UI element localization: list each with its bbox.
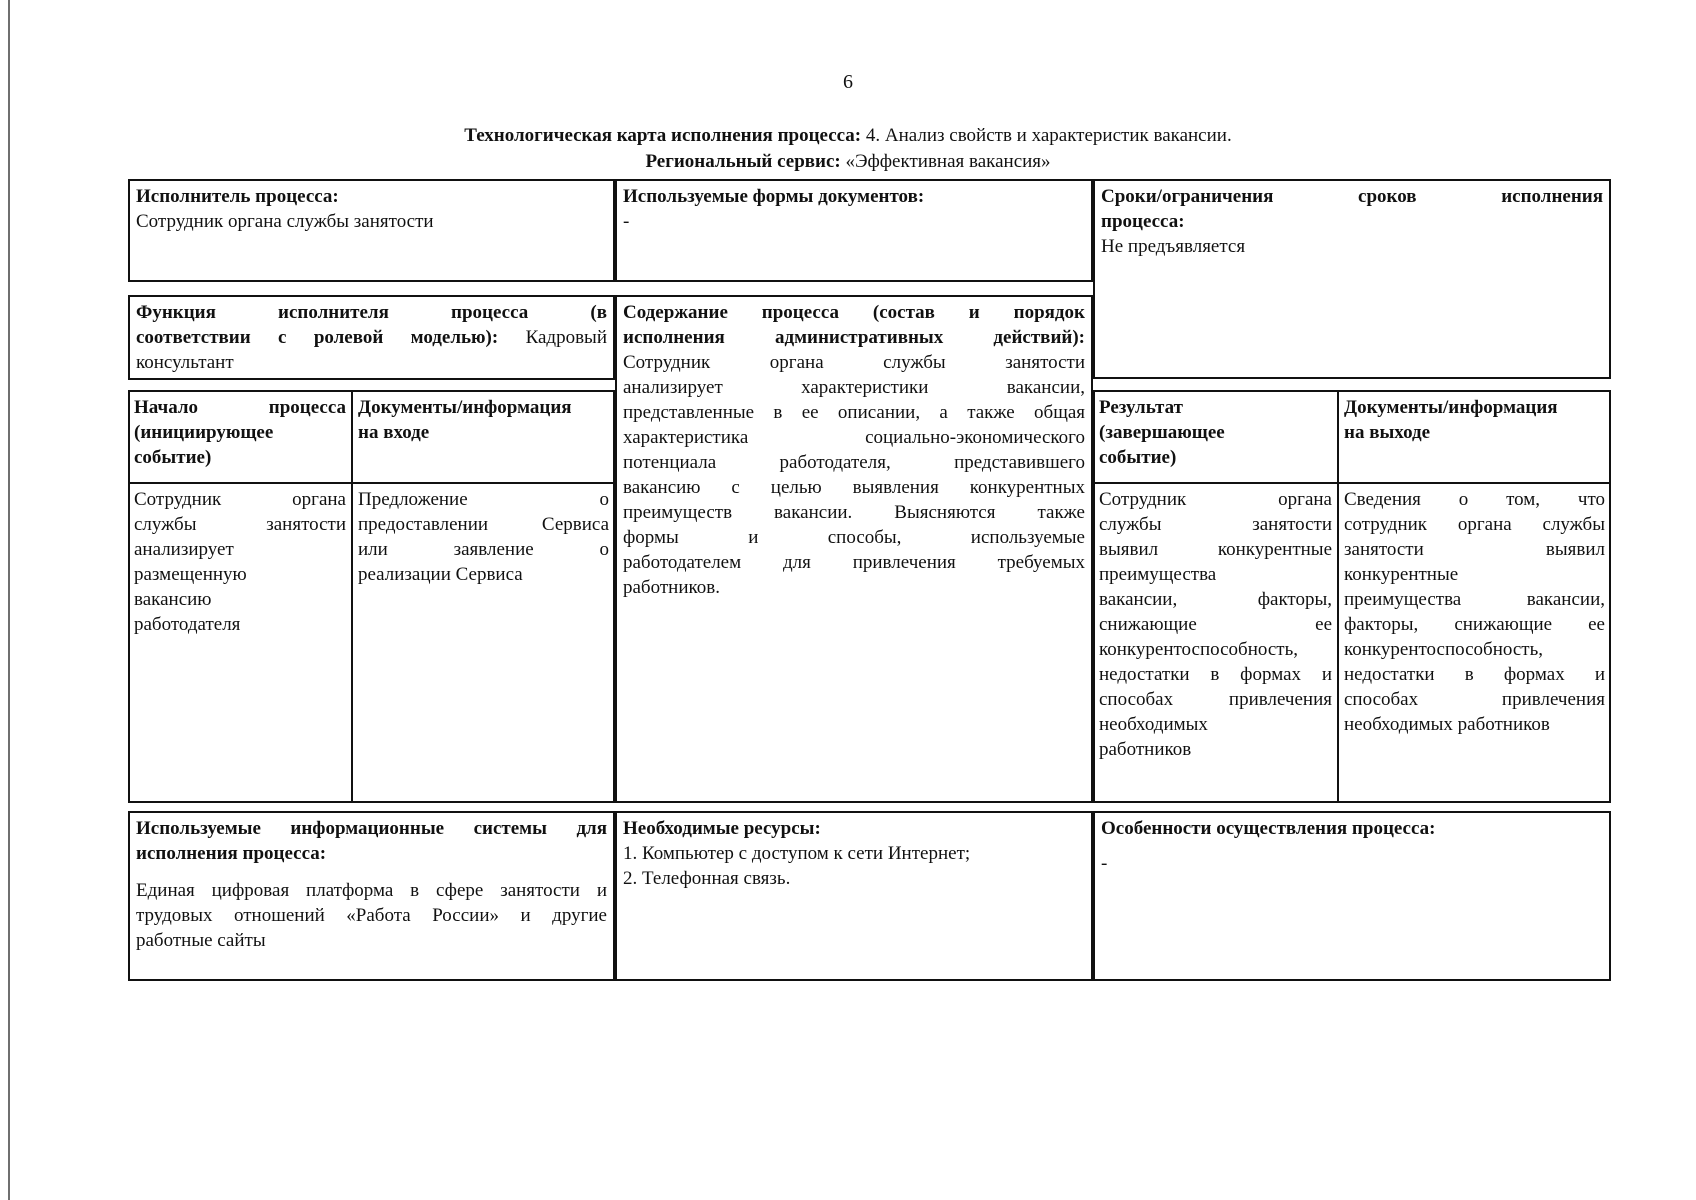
info-systems-box [128, 811, 615, 981]
start-line: службы занятости [134, 514, 346, 535]
title-bold: Технологическая карта исполнения процесса: [464, 125, 862, 146]
info-systems-line: Единая цифровая платформа в сфере занятости и [136, 880, 607, 901]
docs-in-header-line1: Документы/информация [358, 397, 572, 418]
docs-out-line: необходимых работников [1344, 714, 1550, 735]
result-line: работников [1099, 739, 1192, 760]
docs-out-header-line1: Документы/информация [1344, 397, 1558, 418]
content-line: Сотрудник органа службы занятости [623, 352, 1085, 373]
result-header-line2: (завершающее [1099, 422, 1225, 443]
start-line: вакансию [134, 589, 212, 610]
docs-out-line: сотрудник органа службы [1344, 514, 1605, 535]
docs-in-line: или заявление о [358, 539, 609, 560]
content-line: анализирует характеристики вакансии, [623, 377, 1085, 398]
result-header-line3: событие) [1099, 447, 1177, 468]
content-line: представленные в ее описании, а также общая [623, 402, 1085, 423]
executor-value: Сотрудник органа службы занятости [136, 211, 434, 232]
docs-out-line: конкурентные [1344, 564, 1459, 585]
result-line: службы занятости [1099, 514, 1332, 535]
start-header-line2: (инициирующее [134, 422, 274, 443]
resources-label: Необходимые ресурсы: [623, 818, 821, 839]
docs-out-header-line2: на выходе [1344, 422, 1431, 443]
content-line: работников. [623, 577, 720, 598]
start-header-line3: событие) [134, 447, 212, 468]
page-number: 6 [843, 71, 853, 93]
docs-in-line: реализации Сервиса [358, 564, 523, 585]
content-box [615, 295, 1093, 803]
start-body [128, 484, 352, 640]
forms-box [615, 179, 1093, 282]
docs-in-line: предоставлении Сервиса [358, 514, 609, 535]
forms-value: - [623, 211, 630, 232]
content-line: потенциала работодателя, представившего [623, 452, 1085, 473]
service-rest: «Эффективная вакансия» [840, 151, 1051, 172]
executor-box [128, 179, 615, 282]
docs-out-line: Сведения о том, что [1344, 489, 1605, 510]
result-line: недостатки в формах и [1099, 664, 1332, 685]
docs-out-line: факторы, снижающие ее [1344, 614, 1605, 635]
start-line: анализирует [134, 539, 234, 560]
result-line: Сотрудник органа [1099, 489, 1332, 510]
deadlines-value: Не предъявляется [1101, 236, 1246, 257]
function-label-line1: Функция исполнителя процесса (в [136, 302, 607, 323]
content-label-line2: исполнения административных действий): [623, 327, 1085, 348]
function-value-line3: консультант [136, 352, 234, 373]
executor-label: Исполнитель процесса: [136, 186, 339, 207]
info-systems-label-line1: Используемые информационные системы для [136, 818, 607, 839]
docs-out-body [1338, 484, 1611, 740]
content-line: вакансию с целью выявления конкурентных [623, 477, 1085, 498]
docs-in-header-line2: на входе [358, 422, 430, 443]
result-line: вакансии, факторы, [1099, 589, 1332, 610]
function-value-inline: Кадровый [498, 327, 607, 348]
docs-out-line: способах привлечения [1344, 689, 1605, 710]
content-line: формы и способы, используемые [623, 527, 1085, 548]
function-box [128, 295, 615, 380]
title-rest: 4. Анализ свойств и характеристик вакансии. [861, 125, 1232, 146]
scan-edge-line [8, 0, 10, 1200]
service-bold: Региональный сервис: [645, 151, 841, 172]
content-label-line1: Содержание процесса (состав и порядок [623, 302, 1085, 323]
result-line: преимущества [1099, 564, 1217, 585]
docs-in-header [352, 392, 615, 448]
features-box [1093, 811, 1611, 981]
result-line: снижающие ее [1099, 614, 1332, 635]
function-label-line2: соответствии с ролевой моделью): [136, 327, 499, 348]
result-line: способах привлечения [1099, 689, 1332, 710]
docs-in-line: Предложение о [358, 489, 609, 510]
document-title [0, 123, 1696, 148]
start-line: Сотрудник органа [134, 489, 346, 510]
function-label-line2-row [136, 325, 607, 350]
forms-label: Используемые формы документов: [623, 186, 925, 207]
features-value: - [1101, 853, 1108, 874]
features-label: Особенности осуществления процесса: [1101, 818, 1436, 839]
start-header-line1: Начало процесса [134, 397, 346, 418]
start-line: работодателя [134, 614, 241, 635]
start-line: размещенную [134, 564, 247, 585]
content-line: работодателем для привлечения требуемых [623, 552, 1085, 573]
deadlines-box [1093, 179, 1611, 379]
resources-item-2: 2. Телефонная связь. [623, 868, 791, 889]
content-line: преимуществ вакансии. Выясняются также [623, 502, 1085, 523]
info-systems-line: работные сайты [136, 930, 266, 951]
docs-out-line: конкурентоспособность, [1344, 639, 1543, 660]
service-title [0, 149, 1696, 174]
result-line: конкурентоспособность, [1099, 639, 1298, 660]
resources-item-1: 1. Компьютер с доступом к сети Интернет; [623, 843, 971, 864]
docs-out-line: преимущества вакансии, [1344, 589, 1605, 610]
result-header-line1: Результат [1099, 397, 1183, 418]
deadlines-label-line1: Сроки/ограничения сроков исполнения [1101, 186, 1603, 207]
start-header [128, 392, 352, 473]
result-header [1093, 392, 1338, 473]
result-body [1093, 484, 1338, 765]
info-systems-line: трудовых отношений «Работа России» и другие [136, 905, 607, 926]
result-line: необходимых [1099, 714, 1208, 735]
docs-in-body [352, 484, 615, 590]
result-line: выявил конкурентные [1099, 539, 1332, 560]
deadlines-label-line2: процесса: [1101, 211, 1185, 232]
docs-out-line: занятости выявил [1344, 539, 1605, 560]
content-line: характеристика социально-экономического [623, 427, 1085, 448]
resources-box [615, 811, 1093, 981]
docs-out-line: недостатки в формах и [1344, 664, 1605, 685]
info-systems-label-line2: исполнения процесса: [136, 843, 327, 864]
docs-out-header [1338, 392, 1611, 448]
